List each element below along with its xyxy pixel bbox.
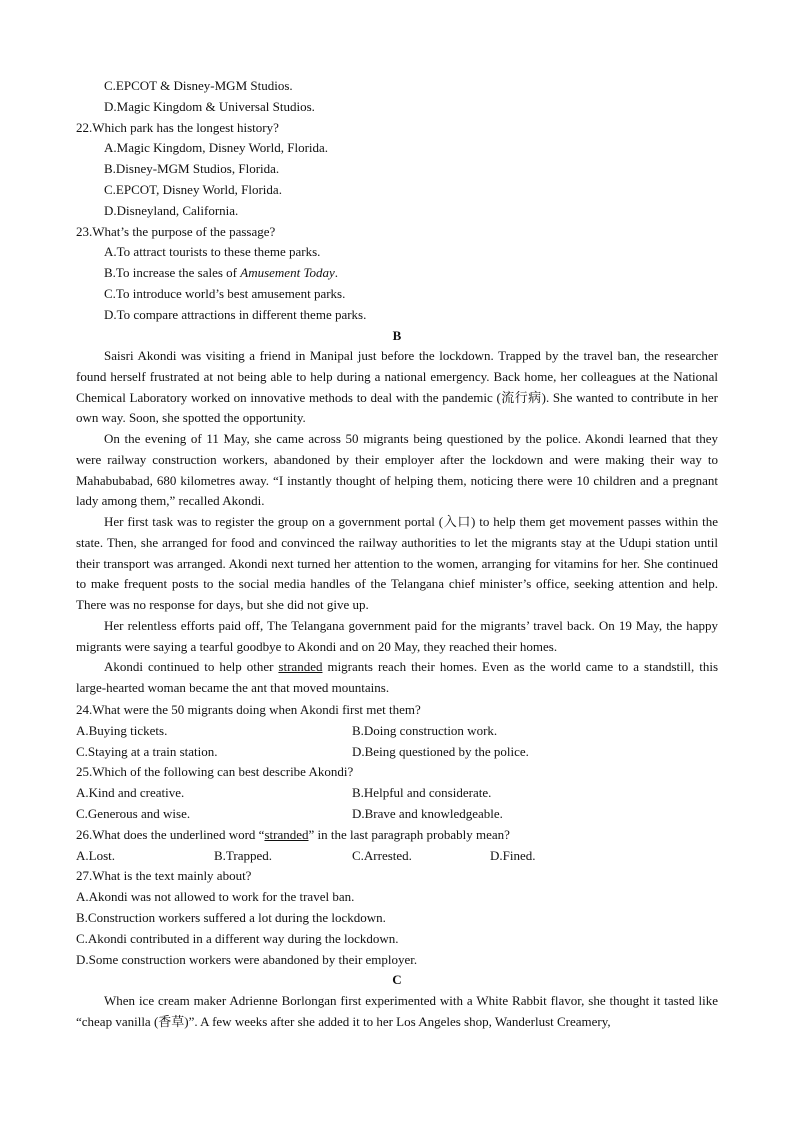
passage-b-paragraph-2: On the evening of 11 May, she came across 50 migrants being questioned by the police. Akondi learned that they were railway construction workers, abandoned by their employer after the lockdown and were making their way to Mahabubabad, 680 kilometres away. “I instantly thought of helping them, noticing there were 10 children and a pregnant lady among them,” recalled Akondi. xyxy=(76,431,718,509)
q23-option-b xyxy=(104,263,338,284)
q22-option-a: A.Magic Kingdom, Disney World, Florida. xyxy=(104,140,329,155)
q25-option-a: A.Kind and creative. xyxy=(76,785,185,800)
q23-option-d: D.To compare attractions in different theme parks. xyxy=(104,307,367,322)
q26-stem xyxy=(76,825,510,846)
q27-option-c: C.Akondi contributed in a different way during the lockdown. xyxy=(76,931,399,946)
q24-option-d: D.Being questioned by the police. xyxy=(352,744,529,759)
q24-option-a: A.Buying tickets. xyxy=(76,723,168,738)
q21-option-c: C.EPCOT & Disney-MGM Studios. xyxy=(104,78,293,93)
magazine-title: Amusement Today xyxy=(240,265,335,280)
section-c-heading: C xyxy=(392,972,402,987)
q23-option-a: A.To attract tourists to these theme parks. xyxy=(104,244,321,259)
q26-underlined-word: stranded xyxy=(264,827,309,842)
q25-option-b: B.Helpful and considerate. xyxy=(352,785,492,800)
q23-option-b-text: B.To increase the sales of xyxy=(104,265,241,280)
passage-b-paragraph-1: Saisri Akondi was visiting a friend in Manipal just before the lockdown. Trapped by the travel ban, the researcher found herself frustrated at not being able to help during a national emergency. Back home, her colleagues at the National Chemical Laboratory worked on innovative methods to deal with the pandemic (流行病). She wanted to contribute in her own way. Soon, she spotted the opportunity. xyxy=(76,348,718,426)
paragraph-5-end: migrants reach their homes. Even as the world came to a standstill, this large-hearted woman became the ant that moved mountains. xyxy=(76,659,719,695)
section-b-heading: B xyxy=(392,328,402,343)
passage-b-paragraph-3: Her first task was to register the group on a government portal (入口) to help them get movement passes within the state. Then, she arranged for food and convinced the railway authorities to let the migrants stay at the Udupi station until their transport was arranged. Akondi next turned her attention to the women, arranging for vitamins for her. She continued to make frequent posts to the social media handles of the Telangana chief minister’s office, seeking attention and help. There was no response for days, but she did not give up. xyxy=(76,514,718,612)
q27-option-a: A.Akondi was not allowed to work for the travel ban. xyxy=(76,889,355,904)
paragraph-5-start: Akondi continued to help other xyxy=(104,659,279,675)
q24-stem: 24.What were the 50 migrants doing when Akondi first met them? xyxy=(76,702,421,717)
q21-option-d: D.Magic Kingdom & Universal Studios. xyxy=(104,99,315,114)
passage-b xyxy=(76,346,718,699)
q22-option-b: B.Disney-MGM Studios, Florida. xyxy=(104,161,280,176)
passage-c-paragraph-1: When ice cream maker Adrienne Borlongan first experimented with a White Rabbit flavor, she thought it tasted like “cheap vanilla (香草)”. A few weeks after she added it to her Los Angeles shop, Wanderlust Creamery, xyxy=(76,993,718,1029)
q26-stem-end: ” in the last paragraph probably mean? xyxy=(308,827,510,842)
q26-option-d: D.Fined. xyxy=(490,848,536,863)
q24-option-b: B.Doing construction work. xyxy=(352,723,498,738)
q24-option-c: C.Staying at a train station. xyxy=(76,744,218,759)
q22-option-d: D.Disneyland, California. xyxy=(104,203,239,218)
passage-c xyxy=(76,991,718,1033)
q26-option-c: C.Arrested. xyxy=(352,848,412,863)
passage-b-paragraph-5 xyxy=(76,657,718,699)
q22-option-c: C.EPCOT, Disney World, Florida. xyxy=(104,182,282,197)
q27-option-b: B.Construction workers suffered a lot during the lockdown. xyxy=(76,910,386,925)
q23-option-b-end: . xyxy=(334,265,339,280)
q22-stem: 22.Which park has the longest history? xyxy=(76,120,279,135)
q23-stem: 23.What’s the purpose of the passage? xyxy=(76,224,276,239)
q27-stem: 27.What is the text mainly about? xyxy=(76,868,252,883)
q25-option-d: D.Brave and knowledgeable. xyxy=(352,806,503,821)
passage-b-paragraph-4: Her relentless efforts paid off, The Telangana government paid for the migrants’ travel back. On 19 May, the happy migrants were saying a tearful goodbye to Akondi and on 20 May, they reached their homes. xyxy=(76,617,718,654)
q25-stem: 25.Which of the following can best describe Akondi? xyxy=(76,764,354,779)
underlined-word: stranded xyxy=(278,659,323,675)
q25-option-c: C.Generous and wise. xyxy=(76,806,191,821)
q23-option-c: C.To introduce world’s best amusement parks. xyxy=(104,286,346,301)
q26-option-b: B.Trapped. xyxy=(214,848,273,863)
q27-option-d: D.Some construction workers were abandoned by their employer. xyxy=(76,952,418,967)
q26-stem-start: 26.What does the underlined word “ xyxy=(76,827,265,842)
q26-option-a: A.Lost. xyxy=(76,848,115,863)
